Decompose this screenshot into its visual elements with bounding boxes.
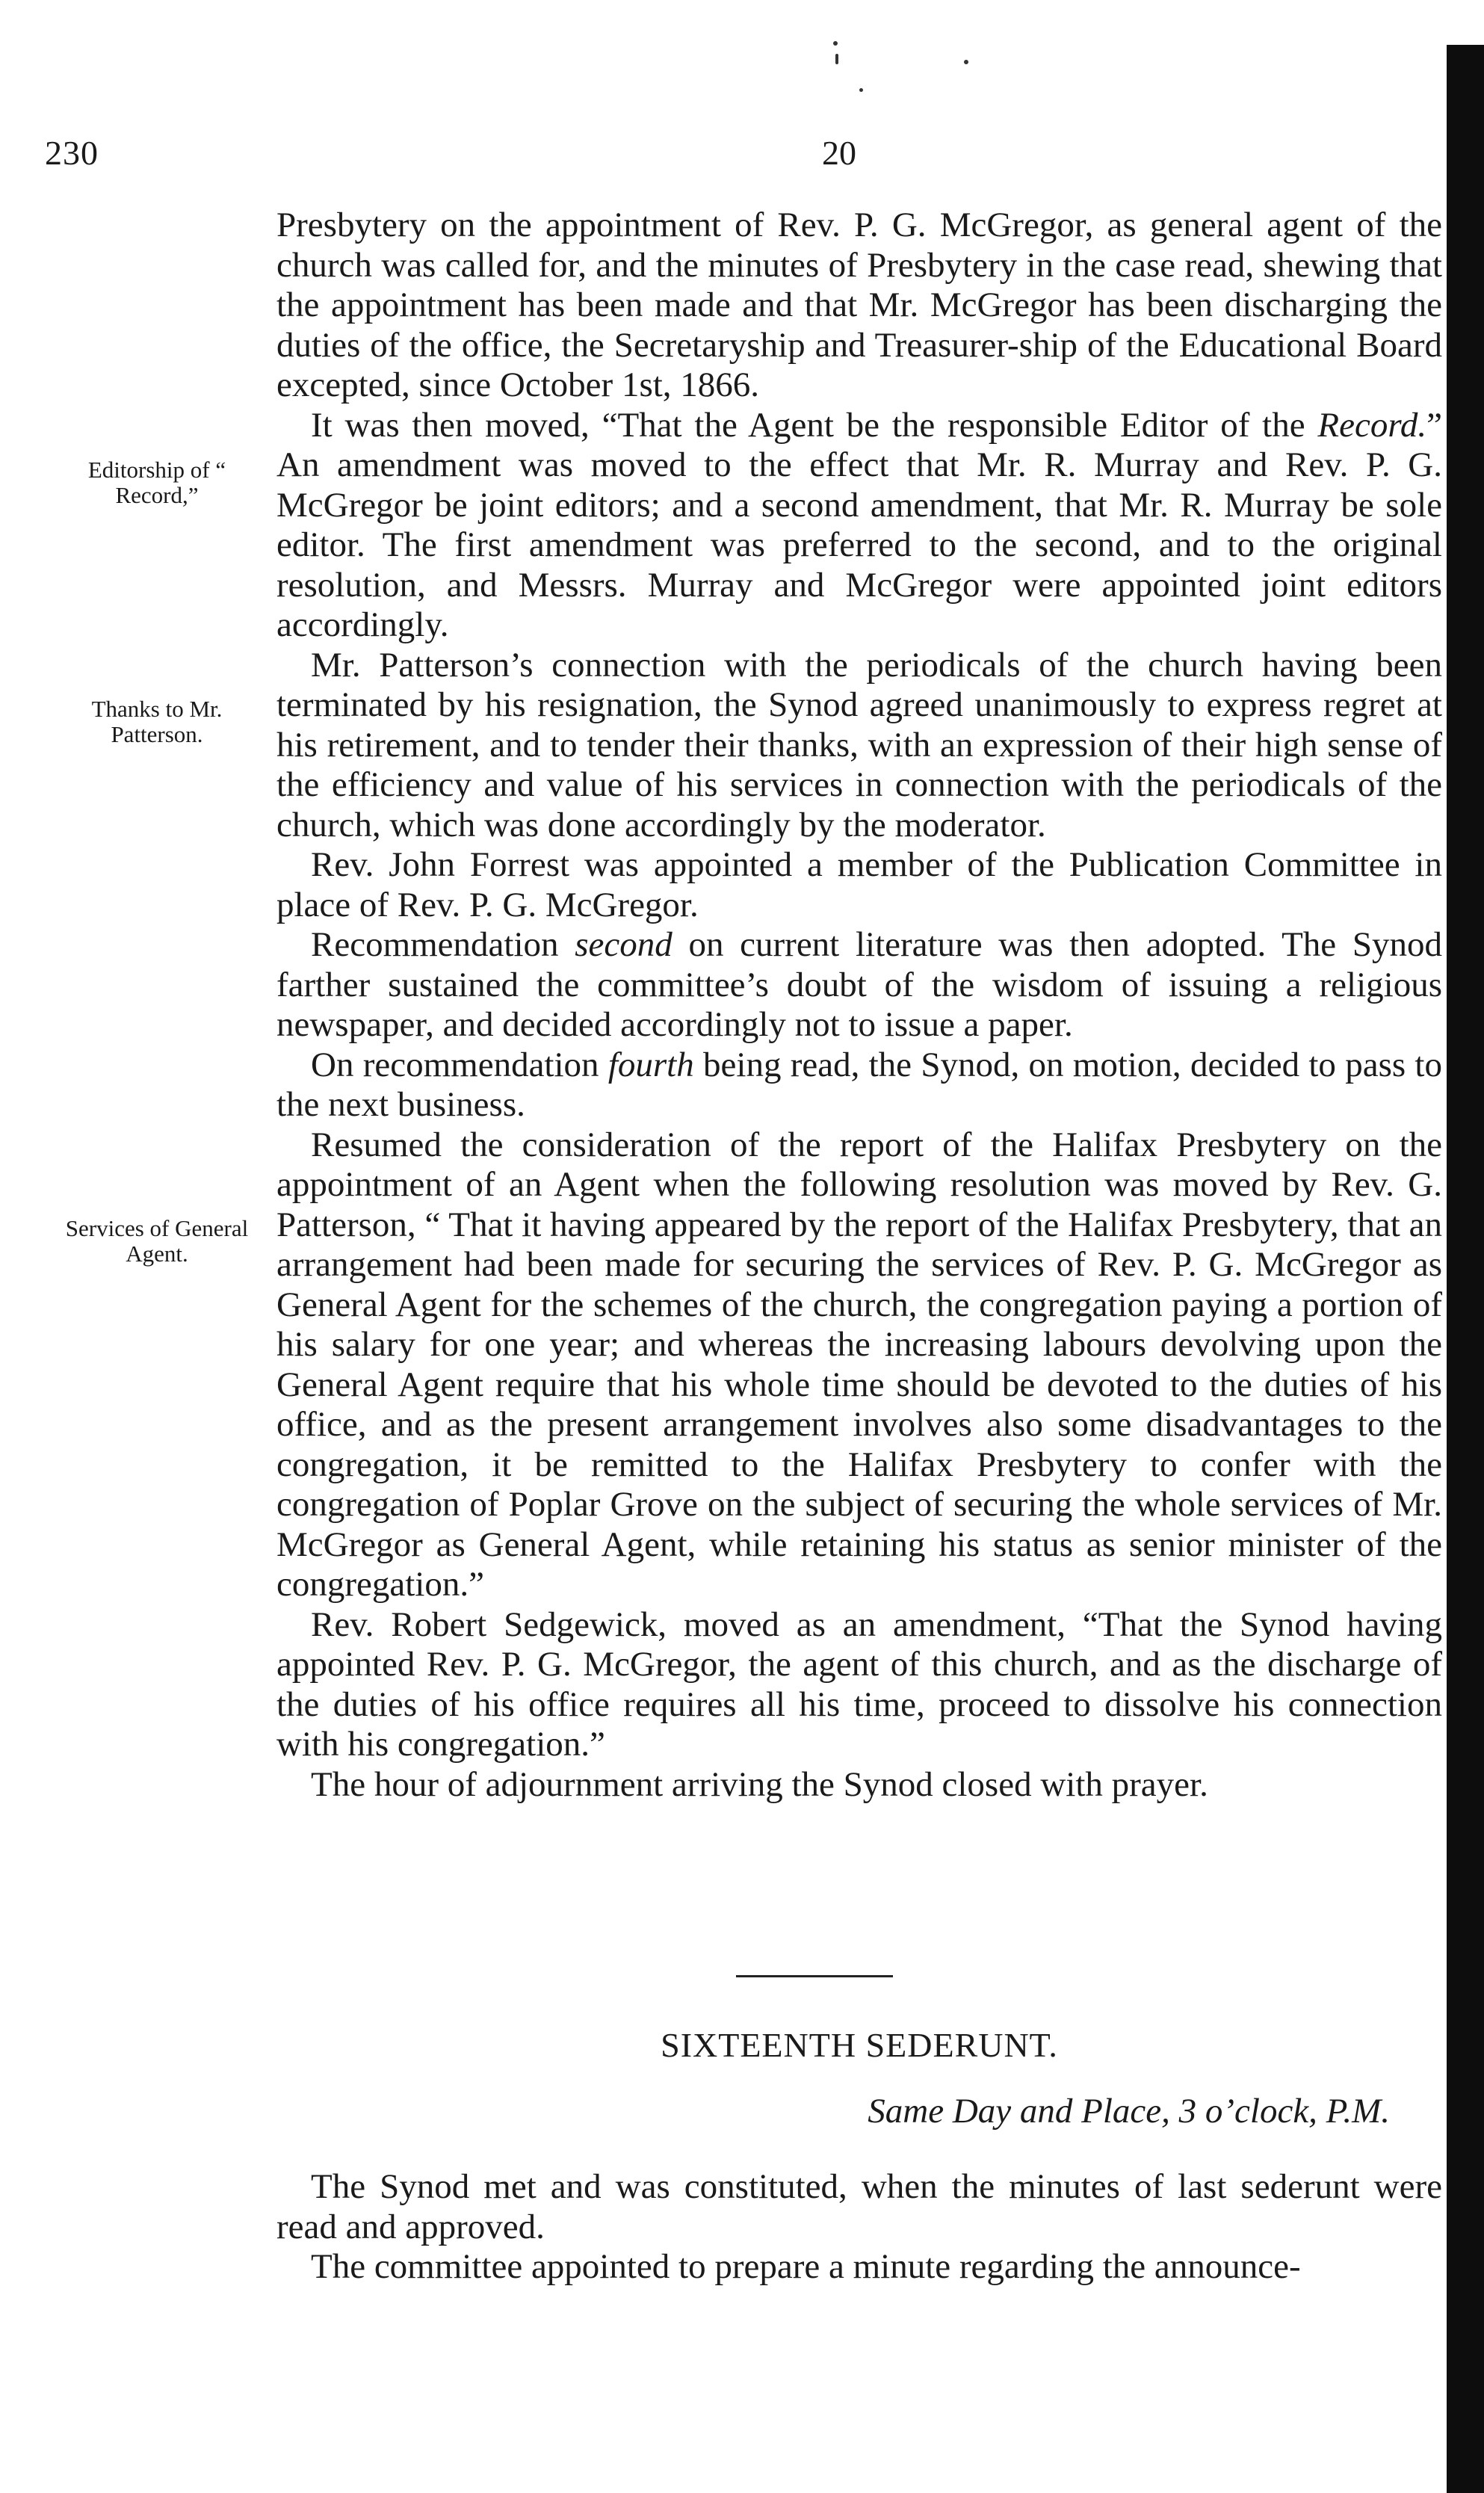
margin-note-editorship: Editorship of “ Record,”: [87, 457, 226, 508]
ink-speck: [835, 54, 838, 64]
paragraph-thanks: Mr. Patterson’s connection with the periodicals of the church having been terminated by his resignation, the Synod agreed unanimously to express regret at his retirement, and to tender their thanks, with an expression of their high sense of the efficiency and value of his services in connection with the periodicals of the church, which was done accordingly by the moderator.: [276, 645, 1442, 844]
body-text: [276, 206, 1442, 1805]
text-run: Recommendation: [311, 925, 575, 964]
paragraph: The committee appointed to prepare a minute regarding the announce-: [311, 2247, 1301, 2286]
ink-speck: [964, 60, 968, 64]
paragraph-services: Resumed the consideration of the report of the Halifax Presbytery on the appointment of an Agent when the following resolution was moved by Rev. G. Patterson, “ That it having appeared by the report of the Halifax Presbytery, that an arrangement had been made for securing the services of Rev. P. G. McGregor as General Agent for the schemes of the church, the congregation paying a portion of his salary for one year; and whereas the increasing labours devolving upon the General Agent require that his whole time should be devoted to the duties of his office, and as the present arrangement involves also some disadvantages to the congregation, it be remitted to the Halifax Presbytery to confer with the congregation of Poplar Grove on the subject of securing the whole services of Mr. McGregor as General Agent, while retaining his status as senior minister of the congregation.”: [276, 1125, 1442, 1604]
paragraph: [276, 925, 1442, 1045]
text-run: ” An amendment was moved to the effect that Mr. R. Murray and Rev. P. G. McGregor be joint editors; and a second amendment, that Mr. R. Murray be sole editor. The first amendment was preferred to the second, and to the original resolution, and Messrs. Murray and McGregor were appointed joint editors accordingly.: [276, 405, 1442, 644]
text-run: It was then moved, “That the Agent be the responsible Editor of the: [311, 405, 1318, 445]
italic-text: fourth: [607, 1045, 694, 1084]
paragraph-editorship: [276, 406, 1442, 646]
margin-note-thanks: Thanks to Mr. Patterson.: [91, 696, 223, 747]
section-heading: SIXTEENTH SEDERUNT.: [661, 2026, 1058, 2064]
paragraph: The Synod met and was constituted, when the minutes of last sederunt were read and approved.: [276, 2167, 1442, 2246]
italic-text: second: [575, 925, 673, 964]
text-run: on current literature was then adopted. The Synod farther sustained the committee’s doubt of the wisdom of issuing a religious newspaper, and decided accordingly not to issue a paper.: [276, 925, 1442, 1044]
paragraph: Rev. John Forrest was appointed a member of the Publication Committee in place of Rev. P. G. McGregor.: [276, 845, 1442, 924]
text-run: On recommendation: [311, 1045, 608, 1084]
paragraph: Presbytery on the appointment of Rev. P. G. McGregor, as general agent of the church was called for, and the minutes of Presbytery in the case read, shewing that the appointment has been made and that Mr. McGregor has been discharging the duties of the office, the Secretaryship and Treasurer-ship of the Educational Board excepted, since October 1st, 1866.: [276, 206, 1442, 404]
section-divider: [736, 1975, 893, 1977]
page-number-left: 230: [45, 134, 99, 172]
text-run: being read, the Synod, on motion, decided to pass to the next business.: [276, 1045, 1442, 1124]
dateline: Same Day and Place, 3 o’clock, P.M.: [868, 2092, 1390, 2131]
paragraph: The hour of adjournment arriving the Synod closed with prayer.: [311, 1764, 1208, 1804]
ink-speck: [833, 41, 838, 46]
paragraph: Rev. Robert Sedgewick, moved as an amendment, “That the Synod having appointed Rev. P. G. McGregor, the agent of this church, and as the discharge of the duties of his office requires all his time, proceed to dissolve his connection with his congregation.”: [276, 1604, 1442, 1764]
ink-speck: [859, 88, 863, 92]
paragraph: [276, 1045, 1442, 1125]
italic-text: Record.: [1317, 405, 1427, 445]
page-edge-shadow: [1447, 45, 1484, 2493]
section-body-text: [276, 2167, 1442, 2287]
margin-note-services: Services of General Agent.: [65, 1215, 249, 1267]
page-number-center: 20: [822, 134, 856, 172]
